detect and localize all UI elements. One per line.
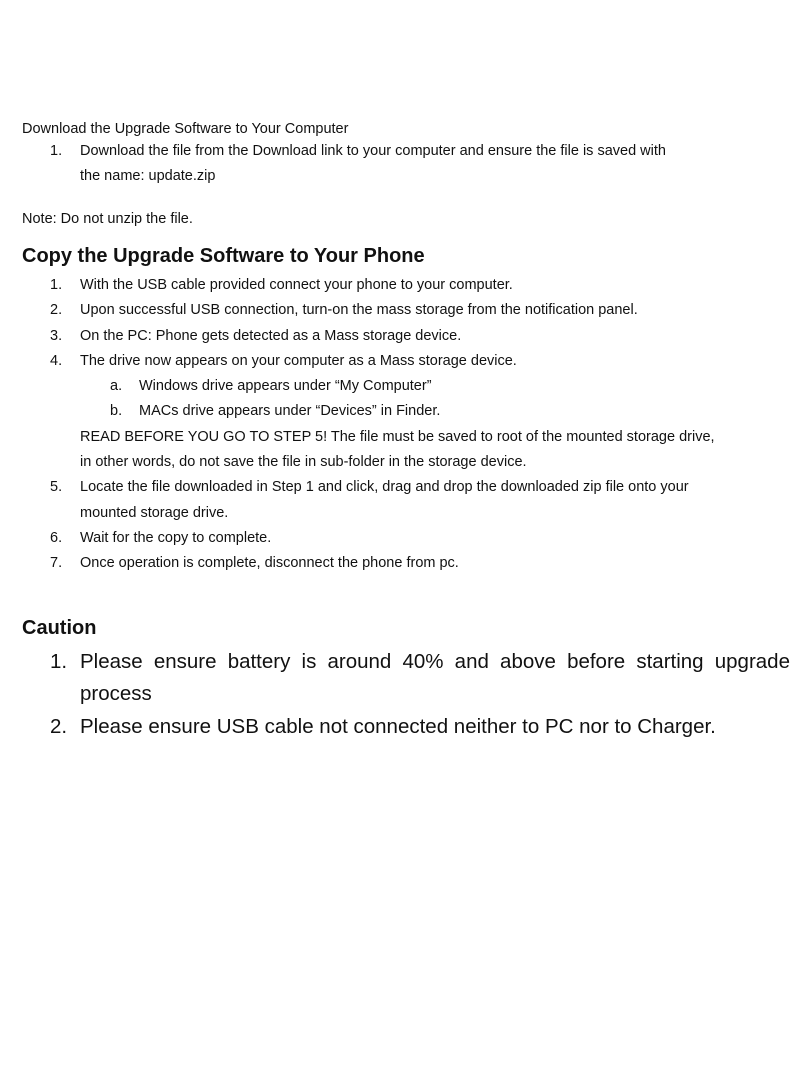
list-item-text: With the USB cable provided connect your phone to your computer.: [80, 277, 513, 293]
list-item-text-line: process: [80, 682, 152, 706]
list-number: 7.: [50, 555, 63, 572]
list-item: [22, 551, 790, 576]
read-before-warning: [80, 425, 790, 476]
justified-word: battery: [227, 649, 291, 673]
list-number: 6.: [50, 529, 63, 546]
sub-list-item: [80, 374, 790, 399]
justified-word: above: [500, 649, 556, 673]
sub-list-item: [80, 399, 790, 424]
list-item: [22, 526, 790, 551]
list-item-text-line: mounted storage drive.: [80, 504, 229, 521]
list-number: 1.: [50, 649, 68, 673]
warning-text-line: READ BEFORE YOU GO TO STEP 5! The file must be saved to root of the mounted storage drive,: [80, 428, 715, 445]
copy-steps-list: [22, 273, 790, 577]
copy-section-heading: Copy the Upgrade Software to Your Phone: [22, 245, 425, 267]
warning-text-line: in other words, do not save the file in sub-folder in the storage device.: [80, 454, 527, 471]
list-number: 1.: [50, 143, 63, 159]
justified-word: 40%: [402, 649, 444, 673]
list-item-text: Wait for the copy to complete.: [80, 529, 272, 546]
list-item-text-line: Download the file from the Download link to your computer and ensure the file is saved with: [80, 143, 666, 159]
justified-word: around: [327, 649, 392, 673]
justified-word: and: [454, 649, 489, 673]
list-item: [22, 273, 790, 298]
list-item: [22, 475, 790, 526]
sub-list: [80, 374, 790, 425]
list-item-text: The drive now appears on your computer as a Mass storage device.: [80, 352, 517, 369]
list-item-text-line: Locate the file downloaded in Step 1 and click, drag and drop the downloaded zip file onto your: [80, 479, 689, 496]
list-item: [22, 711, 790, 744]
list-item: [22, 349, 790, 475]
list-item: [22, 298, 790, 323]
list-item: [22, 139, 790, 189]
sub-list-item-text: MACs drive appears under “Devices” in Finder.: [139, 403, 441, 420]
sub-list-letter: a.: [110, 378, 123, 395]
list-number: 2.: [50, 302, 63, 319]
sub-list-item-text: Windows drive appears under “My Computer”: [139, 378, 432, 395]
justified-word: ensure: [153, 649, 217, 673]
caution-heading: Caution: [22, 616, 97, 639]
list-item: [22, 646, 790, 711]
document-page: [22, 119, 790, 743]
note-text: Note: Do not unzip the file.: [22, 211, 193, 227]
list-item-text: Upon successful USB connection, turn-on the mass storage from the notification panel.: [80, 302, 638, 319]
justified-word: upgrade: [714, 649, 790, 673]
list-item-text: On the PC: Phone gets detected as a Mass storage device.: [80, 327, 462, 344]
list-number: 3.: [50, 327, 63, 344]
sub-list-letter: b.: [110, 403, 123, 420]
justified-word: starting: [636, 649, 704, 673]
caution-list: [22, 646, 790, 744]
list-item-text-line: the name: update.zip: [80, 168, 216, 184]
list-number: 4.: [50, 352, 63, 369]
justified-word: is: [301, 649, 317, 673]
justified-text-line: [80, 646, 790, 679]
justified-word: before: [567, 649, 626, 673]
list-item-text: Please ensure USB cable not connected neither to PC nor to Charger.: [80, 714, 716, 738]
list-number: 2.: [50, 714, 68, 738]
download-section-title: Download the Upgrade Software to Your Computer: [22, 121, 349, 137]
justified-word: Please: [80, 649, 143, 673]
list-number: 1.: [50, 277, 63, 293]
download-steps-list: [22, 139, 790, 189]
list-number: 5.: [50, 479, 63, 496]
list-item-text: Once operation is complete, disconnect the phone from pc.: [80, 555, 459, 572]
list-item: [22, 324, 790, 349]
